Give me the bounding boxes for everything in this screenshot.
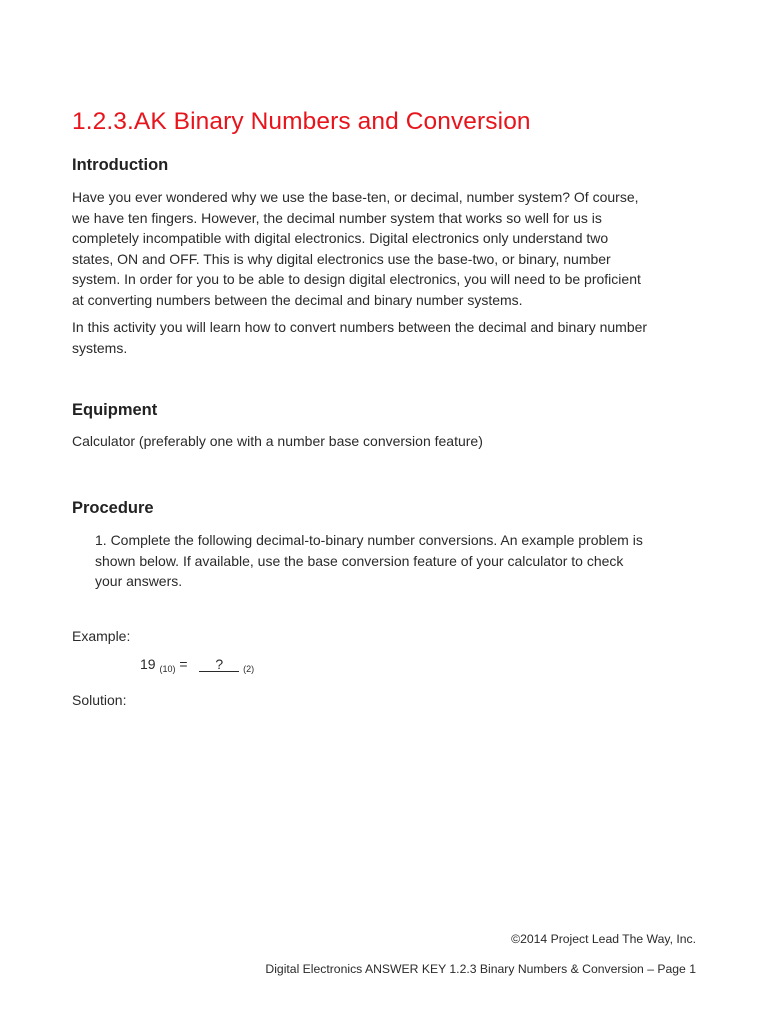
footer-copyright: ©2014 Project Lead The Way, Inc. [511,932,696,946]
example-label: Example: [72,628,131,644]
text-line: systems. [72,339,128,356]
procedure-step-1 [95,530,705,592]
example-number: 19 [140,656,156,672]
solution-label: Solution: [72,692,127,708]
text-line: system. In order for you to be able to design digital electronics, you will need to be proficient [72,271,641,288]
footer-page-info: Digital Electronics ANSWER KEY 1.2.3 Binary Numbers & Conversion – Page 1 [265,962,696,976]
text-line: In this activity you will learn how to convert numbers between the decimal and binary number [72,319,648,335]
text-line: we have ten fingers. However, the decimal number system that works so well for us is [72,209,602,226]
example-base-to: (2) [243,664,255,674]
text-line: your answers. [95,573,183,590]
procedure-heading: Procedure [72,499,154,517]
text-line: at converting numbers between the decimal and binary number systems. [72,291,523,308]
text-line: shown below. If available, use the base conversion feature of your calculator to check [95,552,624,569]
example-answer-blank: ? [199,657,239,672]
text-line: Have you ever wondered why we use the base-ten, or decimal, number system? Of course, [72,189,639,205]
page-title: 1.2.3.AK Binary Numbers and Conversion [72,108,531,135]
text-line: states, ON and OFF. This is why digital electronics use the base-two, or binary, number [72,250,611,267]
equipment-text: Calculator (preferably one with a number base conversion feature) [72,433,483,449]
text-line: completely incompatible with digital electronics. Digital electronics only understand two [72,230,609,247]
introduction-paragraph-2 [72,317,700,358]
introduction-paragraph-1 [72,187,700,311]
example-equals: = [179,656,188,672]
introduction-heading: Introduction [72,156,169,174]
example-base-from: (10) [159,664,176,674]
text-line: 1. Complete the following decimal-to-binary number conversions. An example problem is [95,532,643,548]
equipment-heading: Equipment [72,401,158,419]
example-equation [140,656,254,672]
